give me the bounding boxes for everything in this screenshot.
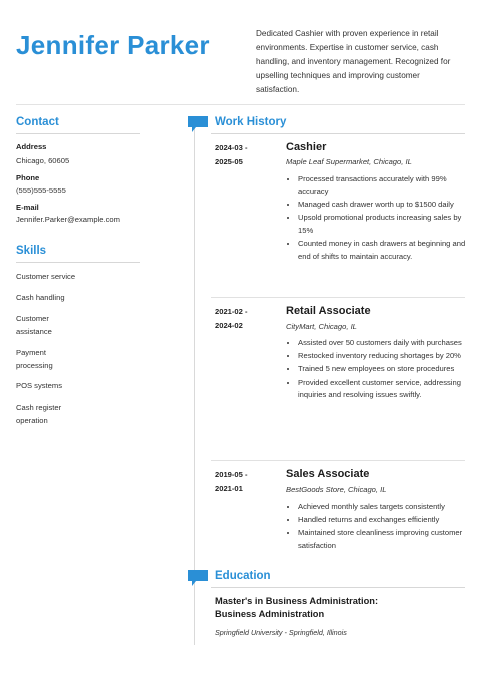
job-bullet: • Upsold promotional products increasing sales by 15%: [298, 212, 476, 237]
job-date-end: 2021-01: [215, 484, 243, 493]
job-employer: BestGoods Store, Chicago, IL: [286, 485, 387, 494]
job-date-end: 2024-02: [215, 321, 243, 330]
skill-item: Cash handling: [16, 293, 65, 302]
job-divider: [211, 460, 465, 461]
skill-item: POS systems: [16, 381, 62, 390]
work-history-rule: [211, 133, 465, 134]
job-date-start: 2021-02 -: [215, 307, 248, 316]
education-heading: Education: [215, 570, 271, 582]
job-employer: Maple Leaf Supermarket, Chicago, IL: [286, 157, 412, 166]
job-bullet: • Processed transactions accurately with 99% accuracy: [298, 173, 476, 198]
job-dates: [215, 141, 275, 169]
contact-heading: Contact: [16, 116, 59, 128]
skills-heading: Skills: [16, 245, 47, 257]
section-flag-icon: [188, 116, 208, 132]
job-bullets: [287, 337, 476, 403]
school-name: Springfield University - Springfield, Illinois: [215, 628, 347, 637]
skill-item: Cash register operation: [16, 403, 62, 425]
job-employer: CityMart, Chicago, IL: [286, 322, 357, 331]
phone-label: Phone: [16, 173, 40, 182]
job-bullet: • Managed cash drawer worth up to $1500 daily: [298, 199, 476, 212]
job-bullets: [287, 173, 476, 264]
section-flag-icon: [188, 570, 208, 586]
work-history-heading: Work History: [215, 116, 287, 128]
job-title: Cashier: [286, 141, 327, 153]
job-date-end: 2025-05: [215, 157, 243, 166]
job-title: Retail Associate: [286, 305, 371, 317]
address-label: Address: [16, 142, 47, 151]
job-date-start: 2024-03 -: [215, 143, 248, 152]
professional-summary: Dedicated Cashier with proven experience in retail environments. Expertise in customer service, cash handling, and inventory management. Recognized for upselling techniques and improving customer satisfaction.: [256, 29, 451, 94]
job-date-start: 2019-05 -: [215, 470, 248, 479]
skill-item: Customer service: [16, 272, 76, 281]
address-value: Chicago, 60605: [16, 156, 70, 165]
job-bullets: [287, 501, 476, 553]
skill-item: Customer assistance: [16, 314, 52, 336]
skill-item: Payment processing: [16, 348, 53, 370]
job-bullet: • Restocked inventory reducing shortages by 20%: [298, 350, 476, 363]
email-label: E-mail: [16, 203, 39, 212]
job-bullet: • Achieved monthly sales targets consistently: [298, 501, 476, 514]
skills-rule: [16, 262, 140, 263]
candidate-name: Jennifer Parker: [16, 30, 210, 60]
contact-rule: [16, 133, 140, 134]
education-rule: [211, 587, 465, 588]
job-bullet: • Counted money in cash drawers at beginning and end of shifts to maintain accuracy.: [298, 238, 476, 263]
job-title: Sales Associate: [286, 468, 370, 480]
job-bullet: • Provided excellent customer service, addressing inquiries and resolving issues swiftly.: [298, 377, 476, 402]
phone-value: (555)555-5555: [16, 186, 66, 195]
job-bullet: • Handled returns and exchanges efficiently: [298, 514, 476, 527]
email-value: Jennifer.Parker@example.com: [16, 215, 120, 224]
degree-title: Master's in Business Administration: Business Administration: [215, 596, 379, 619]
header-divider: [16, 104, 465, 105]
job-bullet: • Trained 5 new employees on store procedures: [298, 363, 476, 376]
job-bullet: • Maintained store cleanliness improving customer satisfaction: [298, 527, 476, 552]
job-dates: [215, 468, 275, 496]
job-divider: [211, 297, 465, 298]
job-dates: [215, 305, 275, 333]
timeline-line: [194, 125, 195, 645]
job-bullet: • Assisted over 50 customers daily with purchases: [298, 337, 476, 350]
